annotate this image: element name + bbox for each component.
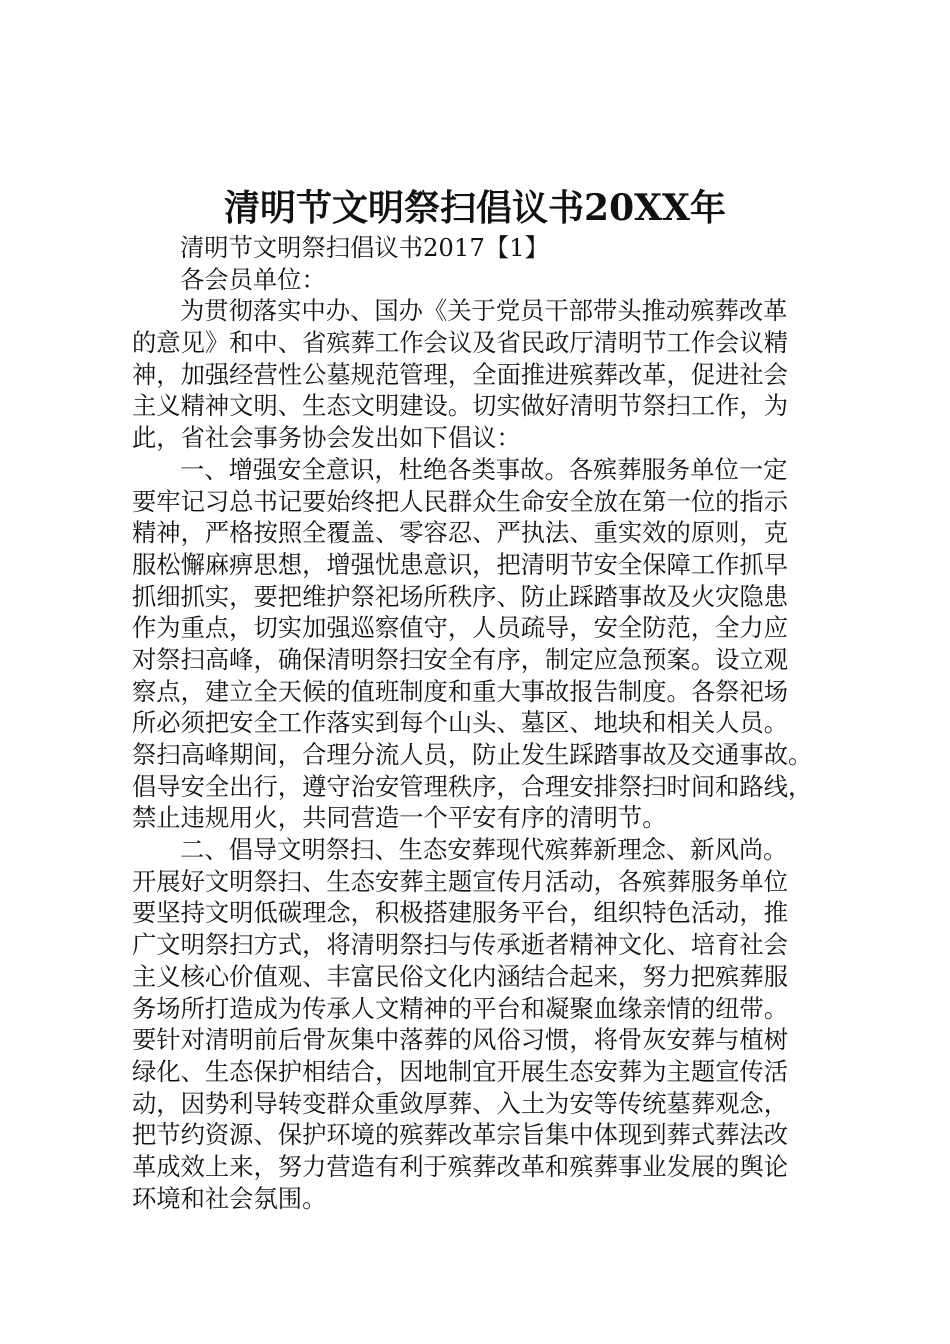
text-line: 清明节文明祭扫倡议书2017【1】 <box>180 233 549 262</box>
text-line: 环境和社会氛围。 <box>132 1183 327 1213</box>
text-line: 开展好文明祭扫、生态安葬主题宣传月活动，各殡葬服务单位 <box>132 866 789 896</box>
text-line: 倡导安全出行，遵守治安管理秩序，合理安排祭扫时间和路线， <box>132 771 813 801</box>
text-line: 二、倡导文明祭扫、生态安葬现代殡葬新理念、新风尚。 <box>180 835 788 865</box>
text-line: 抓细抓实，要把维护祭祀场所秩序、防止踩踏事故及火灾隐患 <box>132 581 789 611</box>
text-line: 务场所打造成为传承人文精神的平台和凝聚血缘亲情的纽带。 <box>132 993 789 1023</box>
text-line: 的意见》和中、省殡葬工作会议及省民政厅清明节工作会议精 <box>132 328 789 358</box>
text-line: 广文明祭扫方式，将清明祭扫与传承逝者精神文化、培育社会 <box>132 930 789 960</box>
text-line: 动，因势利导转变群众重敛厚葬、入土为安等传统墓葬观念， <box>132 1088 789 1118</box>
text-line: 绿化、生态保护相结合，因地制宜开展生态安葬为主题宣传活 <box>132 1056 789 1086</box>
text-line: 革成效上来，努力营造有利于殡葬改革和殡葬事业发展的舆论 <box>132 1151 789 1181</box>
text-line: 各会员单位： <box>180 264 326 294</box>
document-body <box>132 232 832 1214</box>
text-line: 所必须把安全工作落实到每个山头、墓区、地块和相关人员。 <box>132 708 789 738</box>
text-line: 此，省社会事务协会发出如下倡议： <box>132 423 521 453</box>
text-line: 神，加强经营性公墓规范管理，全面推进殡葬改革，促进社会 <box>132 359 789 389</box>
document-title: 清明节文明祭扫倡议书20XX年 <box>224 187 726 229</box>
text-line: 作为重点，切实加强巡察值守，人员疏导，安全防范，全力应 <box>132 613 789 643</box>
text-line: 禁止违规用火，共同营造一个平安有序的清明节。 <box>132 803 667 833</box>
text-line: 对祭扫高峰，确保清明祭扫安全有序，制定应急预案。设立观 <box>132 644 789 674</box>
text-line: 要坚持文明低碳理念，积极搭建服务平台，组织特色活动，推 <box>132 898 789 928</box>
text-line: 服松懈麻痹思想，增强忧患意识，把清明节安全保障工作抓早 <box>132 549 789 579</box>
text-line: 主义精神文明、生态文明建设。切实做好清明节祭扫工作，为 <box>132 391 789 421</box>
text-line: 察点，建立全天候的值班制度和重大事故报告制度。各祭祀场 <box>132 676 789 706</box>
text-line: 精神，严格按照全覆盖、零容忍、严执法、重实效的原则，克 <box>132 518 789 548</box>
text-line: 一、增强安全意识，杜绝各类事故。各殡葬服务单位一定 <box>180 454 788 484</box>
text-line: 主义核心价值观、丰富民俗文化内涵结合起来，努力把殡葬服 <box>132 961 789 991</box>
text-line: 把节约资源、保护环境的殡葬改革宗旨集中体现到葬式葬法改 <box>132 1120 789 1150</box>
text-line: 为贯彻落实中办、国办《关于党员干部带头推动殡葬改革 <box>180 296 788 326</box>
text-line: 要牢记习总书记要始终把人民群众生命安全放在第一位的指示 <box>132 486 789 516</box>
text-line: 要针对清明前后骨灰集中落葬的风俗习惯，将骨灰安葬与植树 <box>132 1025 789 1055</box>
text-line: 祭扫高峰期间，合理分流人员，防止发生踩踏事故及交通事故。 <box>132 740 813 769</box>
